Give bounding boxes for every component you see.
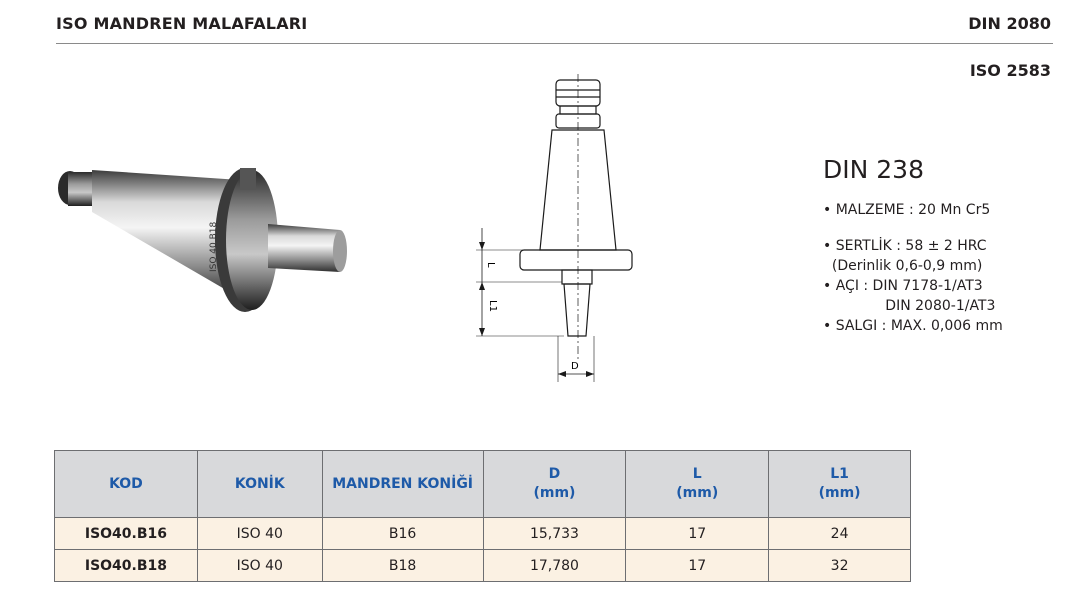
spec-angle-2: DIN 2080-1/AT3: [823, 298, 996, 314]
cell-l1: 24: [769, 518, 911, 550]
cell-konik: ISO 40: [197, 550, 322, 582]
header-konik: KONİK: [197, 451, 322, 518]
specs-title: DIN 238: [823, 155, 924, 184]
header-kod: KOD: [55, 451, 198, 518]
cell-d: 17,780: [483, 550, 626, 582]
spec-hardness: • SERTLİK : 58 ± 2 HRC: [823, 238, 987, 254]
photo-engraving: ISO 40 B18: [209, 221, 219, 272]
dimension-l1-label: L1: [487, 300, 498, 312]
specifications: [823, 155, 1003, 336]
cell-konik: ISO 40: [197, 518, 322, 550]
product-table: [54, 450, 911, 582]
cell-mandren-konigi: B16: [322, 518, 483, 550]
table-row: [55, 518, 911, 550]
standard-secondary: ISO 2583: [969, 61, 1051, 80]
dimension-d-label: D: [571, 361, 579, 372]
drawing-flange: [520, 250, 632, 270]
table-header-row: [55, 451, 911, 518]
header-mandren-konigi: MANDREN KONİĞİ: [322, 451, 483, 518]
cell-d: 15,733: [483, 518, 626, 550]
cell-kod: ISO40.B18: [55, 550, 198, 582]
cell-l1: 32: [769, 550, 911, 582]
product-photo: [40, 150, 360, 330]
table-row: [55, 550, 911, 582]
technical-drawing: [460, 70, 660, 390]
page-title: ISO MANDREN MALAFALARI: [56, 14, 308, 33]
header-divider: [56, 43, 1053, 44]
header-d: D (mm): [483, 451, 626, 518]
header-l1: L1 (mm): [769, 451, 911, 518]
standard-primary: DIN 2080: [968, 14, 1051, 33]
cell-mandren-konigi: B18: [322, 550, 483, 582]
spec-depth: (Derinlik 0,6-0,9 mm): [823, 258, 983, 274]
dimension-l-label: L: [485, 262, 496, 268]
cell-kod: ISO40.B16: [55, 518, 198, 550]
cell-l: 17: [626, 550, 769, 582]
drawing-mandrel: [564, 284, 590, 336]
spec-angle: • AÇI : DIN 7178-1/AT3: [823, 278, 983, 294]
mandrel-cone: [268, 224, 340, 272]
spec-material: • MALZEME : 20 Mn Cr5: [823, 202, 991, 218]
header-l: L (mm): [626, 451, 769, 518]
spec-runout: • SALGI : MAX. 0,006 mm: [823, 318, 1003, 334]
cell-l: 17: [626, 518, 769, 550]
